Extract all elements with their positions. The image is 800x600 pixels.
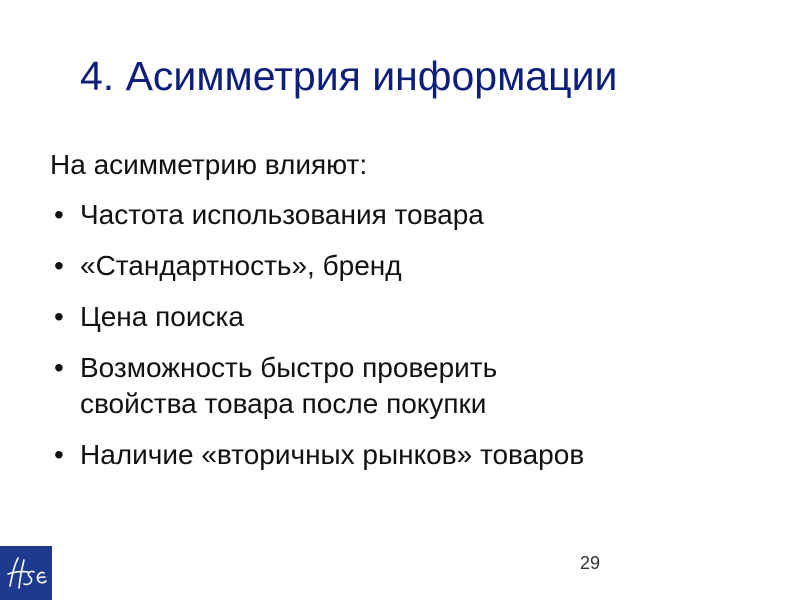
hse-logo [0, 546, 52, 600]
bullet-icon: • [54, 439, 64, 470]
bullet-icon: • [54, 301, 64, 332]
bullet-icon: • [54, 352, 64, 383]
bullet-icon: • [54, 199, 64, 230]
bullet-list [50, 197, 750, 488]
bullet-text: Наличие «вторичных рынков» товаров [80, 439, 585, 470]
slide-title: 4. Асимметрия информации [80, 53, 618, 99]
list-item [50, 350, 620, 422]
intro-text: На асимметрию влияют: [50, 149, 368, 180]
bullet-text: «Стандартность», бренд [80, 250, 402, 281]
page-number: 29 [580, 553, 601, 573]
list-item [50, 437, 750, 473]
bullet-icon: • [54, 250, 64, 281]
bullet-text: Возможность быстро проверить свойства товара после покупки [80, 352, 498, 419]
list-item [50, 197, 750, 233]
hse-logo-icon [0, 546, 52, 600]
list-item [50, 299, 750, 335]
bullet-text: Частота использования товара [80, 199, 484, 230]
bullet-text: Цена поиска [80, 301, 244, 332]
list-item [50, 248, 750, 284]
